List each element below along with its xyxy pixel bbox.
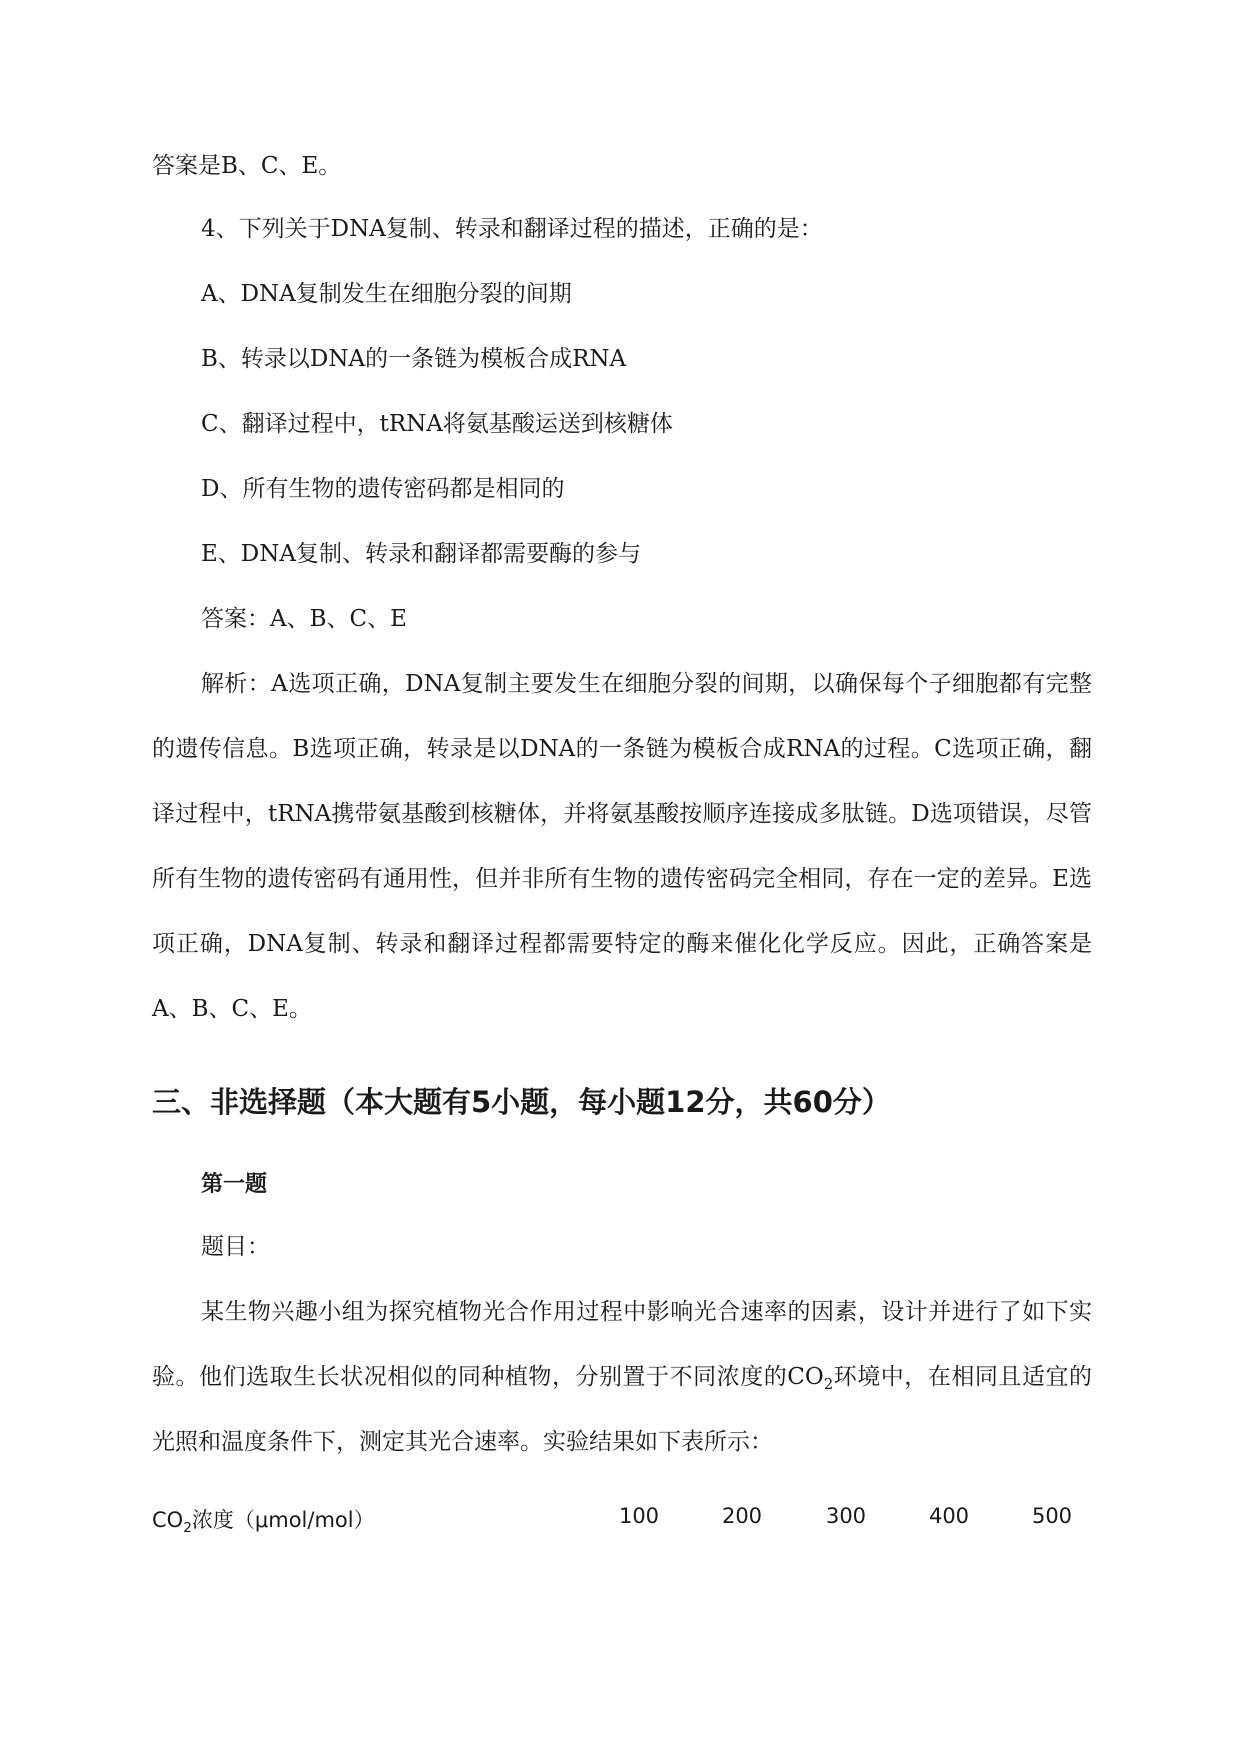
option-b: B、转录以DNA的一条链为模板合成RNA (201, 346, 627, 372)
option-c: C、翻译过程中，tRNA将氨基酸运送到核糖体 (201, 411, 673, 437)
analysis-paragraph: 解析：A选项正确，DNA复制主要发生在细胞分裂的间期，以确保每个子细胞都有完整的遗传信息。B选项正确，转录是以DNA的一条链为模板合成RNA的过程。C选项正确，翻译过程中，tRNA携带氨基酸到核糖体，并将氨基酸按顺序连接成多肽链。D选项错误，尽管所有生物的遗传密码有通用性，但并非所有生物的遗传密码完全相同，存在一定的差异。E选项正确，DNA复制、转录和翻译过程都需要特定的酶来催化化学反应。因此，正确答案是A、B、C、E。 (152, 671, 1092, 1022)
table-value-cell: 400 (928, 1504, 970, 1528)
table-header-row (152, 1504, 1092, 1538)
table-value-cell: 500 (1031, 1504, 1073, 1528)
table-value-cell: 300 (825, 1504, 867, 1528)
option-a: A、DNA复制发生在细胞分裂的间期 (201, 281, 572, 307)
question-4-answer: 答案：A、B、C、E (201, 606, 407, 632)
table-value-cell: 100 (618, 1504, 660, 1528)
question-body (152, 1280, 1092, 1475)
option-d: D、所有生物的遗传密码都是相同的 (201, 476, 565, 502)
question-4-stem: 4、下列关于DNA复制、转录和翻译过程的描述，正确的是： (201, 216, 823, 242)
prompt-label: 题目： (201, 1234, 270, 1260)
question-heading: 第一题 (201, 1172, 268, 1197)
co2-subscript: 2 (823, 1375, 834, 1394)
question-body-part2: 环境中，在相同且适宜的光照和温度条件下，测定其光合速率。实验结果如下表所示： (152, 1364, 1092, 1455)
question-body-part1: 某生物兴趣小组为探究植物光合作用过程中影响光合速率的因素，设计并进行了如下实验。他们选取生长状况相似的同种植物，分别置于不同浓度的CO (152, 1299, 1092, 1390)
option-e: E、DNA复制、转录和翻译都需要酶的参与 (201, 541, 641, 567)
table-value-cell: 200 (721, 1504, 763, 1528)
previous-answer: 答案是B、C、E。 (152, 153, 342, 179)
section-title: 三、非选择题（本大题有5小题，每小题12分，共60分） (152, 1085, 891, 1119)
co2-concentration-label: $CO_2$浓度（μmol/mol） (152, 1508, 375, 1536)
